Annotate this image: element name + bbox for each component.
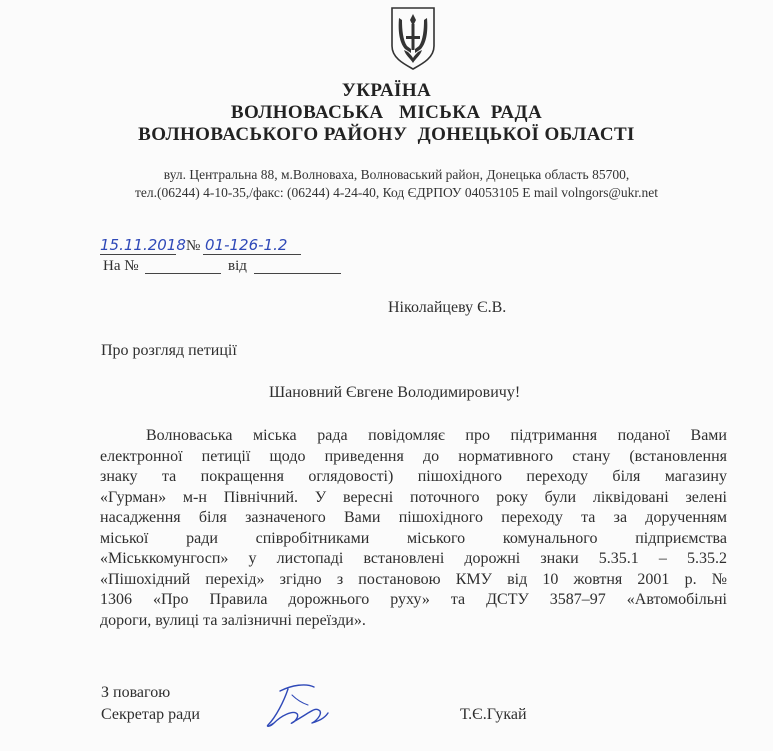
number-sign: №: [186, 238, 201, 254]
body-line: дороги, вулиці та залізничні переїзди».: [100, 611, 366, 629]
contact-line: тел.(06244) 4-10-35,/факс: (06244) 4-24-40, Код ЄДРПОУ 04053105 E mail volngors@ukr.net: [134, 185, 659, 200]
ref-from-label: від: [228, 258, 247, 274]
signatory-position: Секретар ради: [101, 706, 200, 723]
body-line: 1306 «Про Правила дорожнього руху» та ДСТУ 3587–97 «Автомобільні: [100, 591, 727, 608]
ref-date-blank: [254, 273, 341, 274]
body-line: електронної петиції щодо приведення до нормативного стану (встановлення: [100, 447, 727, 465]
body-line: «Пішохідний перехід» згідно з постановою КМУ від 10 жовтня 2001 р. №: [100, 570, 727, 588]
body-line: «Міськкомунгосп» у листопаді встановлені дорожні знаки 5.35.1 – 5.35.2: [100, 550, 727, 567]
body-line: знаку та покращення оглядовості) пішохідного переходу біля магазину: [100, 468, 727, 485]
trident-coat-of-arms-icon: [388, 6, 438, 70]
body-line: «Гурман» м-н Північний. У вересні поточного року були ліквідовані зелені: [100, 488, 727, 506]
body-line: міської ради співробітниками міського комунального підприємства: [100, 529, 727, 547]
body-line: Волноваська міська рада повідомляє про підтримання поданої Вами: [146, 427, 727, 444]
outgoing-date: 15.11.2018: [100, 236, 186, 254]
district-title: ВОЛНОВАСЬКОГО РАЙОНУ ДОНЕЦЬКОЇ ОБЛАСТІ: [138, 124, 635, 145]
signatory-name: Т.Є.Гукай: [460, 706, 527, 723]
council-title: ВОЛНОВАСЬКА МІСЬКА РАДА: [230, 102, 543, 123]
ref-number-blank: [145, 273, 221, 274]
letter-body: [100, 426, 727, 631]
recipient: Ніколайцеву Є.В.: [388, 299, 507, 316]
closing-regards: З повагою: [101, 684, 171, 701]
salutation: Шановний Євгене Володимировичу!: [269, 384, 521, 401]
handwritten-signature: [262, 677, 342, 731]
ref-number-label: На №: [103, 258, 139, 274]
body-line: насадження біля зазначеного Вами пішохідного переходу та за дорученням: [100, 509, 727, 526]
date-underline: [100, 254, 176, 255]
subject: Про розгляд петиції: [101, 342, 237, 359]
country-title: УКРАЇНА: [341, 80, 432, 101]
number-underline: [203, 254, 301, 255]
outgoing-number: 01-126-1.2: [205, 236, 288, 254]
address-line: вул. Центральна 88, м.Волноваха, Волноваський район, Донецька область 85700,: [163, 167, 630, 182]
